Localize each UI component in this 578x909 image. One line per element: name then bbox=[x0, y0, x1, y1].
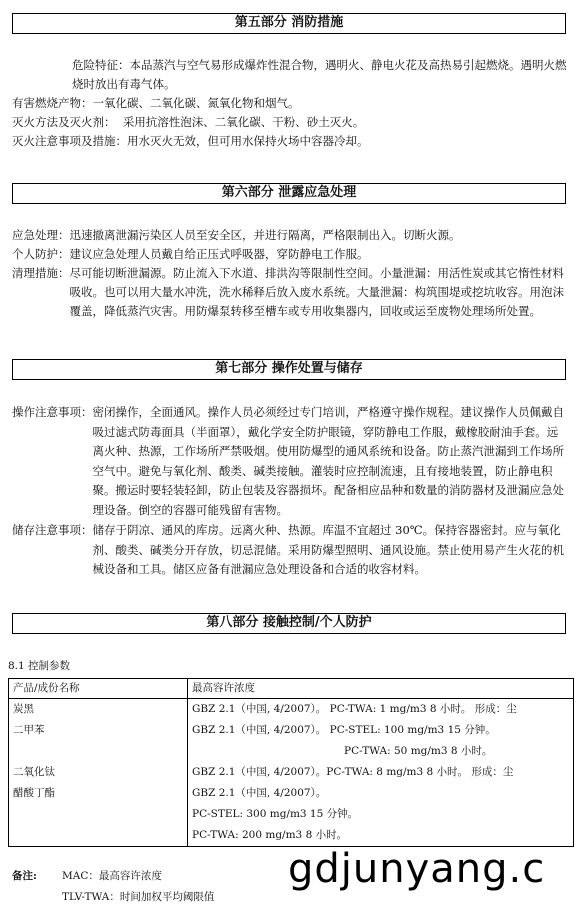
row-limit: GBZ 2.1（中国, 4/2007）。 PC-TWA: 1 mg/m3 8 小时。 形成：尘 bbox=[192, 703, 517, 715]
personal-label: 个人防护： bbox=[12, 247, 70, 261]
row-name: 炭黑 bbox=[9, 699, 188, 721]
section6-body bbox=[12, 226, 568, 321]
emergency-line bbox=[12, 226, 568, 245]
section8-title: 第八部分 接触控制/个人防护 bbox=[12, 613, 566, 634]
remark-spacer bbox=[12, 887, 62, 908]
emergency-label: 应急处理： bbox=[12, 228, 70, 242]
section5-title: 第五部分 消防措施 bbox=[12, 13, 566, 34]
emergency-text: 迅速撤离泄漏污染区人员至安全区，并进行隔离，严格限制出入。切断火源。 bbox=[69, 228, 461, 242]
operation-line bbox=[12, 403, 568, 520]
control-params-heading: 8.1 控制参数 bbox=[8, 660, 71, 672]
table-header-row bbox=[9, 679, 574, 699]
row-name bbox=[9, 825, 188, 847]
notes-line bbox=[12, 132, 568, 151]
cleanup-label: 清理措施： bbox=[12, 266, 70, 280]
table-row bbox=[9, 762, 574, 783]
notes-label: 灭火注意事项及措施： bbox=[12, 134, 127, 148]
products-line bbox=[12, 94, 568, 113]
section7-body bbox=[12, 403, 568, 580]
row-name bbox=[9, 741, 188, 762]
row-name bbox=[9, 804, 188, 825]
products-label: 有害燃烧产物： bbox=[12, 96, 93, 110]
operation-text: 密闭操作，全面通风。操作人员必须经过专门培训，严格遵守操作规程。建议操作人员佩戴自吸过滤式防毒面具（半面罩），戴化学安全防护眼镜，穿防静电工作服，戴橡胶耐油手套。远离火种、热源，工作场所严禁吸烟。使用防爆型的通风系统和设备。防止蒸汽泄漏到工作场所空气中。避免与氧化剂、酸类、碱类接触。灌装时应控制流速，且有接地装置，防止静电积聚。搬运时要轻装轻卸，防止包装及容器损坏。配备相应品种和数量的消防器材及泄漏应急处理设备。倒空的容器可能残留有害物。 bbox=[92, 405, 564, 517]
col-product-header: 产品/成份名称 bbox=[9, 679, 188, 699]
table-row bbox=[9, 825, 574, 847]
row-limit: GBZ 2.1（中国, 4/2007）。 PC-STEL: 100 mg/m3 15 分钟。 bbox=[192, 724, 496, 736]
row-limit: PC-TWA: 200 mg/m3 8 小时。 bbox=[192, 829, 348, 841]
notes-text: 用水灭火无效，但可用水保持火场中容器冷却。 bbox=[127, 134, 369, 148]
table-row bbox=[9, 699, 574, 721]
table-row bbox=[9, 804, 574, 825]
hazard-text: 本品蒸汽与空气易形成爆炸性混合物，遇明火、静电火花及高热易引起燃烧。遇明火燃烧时放出有毒气体。 bbox=[72, 58, 567, 91]
storage-label: 储存注意事项： bbox=[12, 523, 93, 537]
method-label: 灭火方法及灭火剂： bbox=[12, 115, 116, 129]
row-name: 二氧化钛 bbox=[9, 762, 188, 783]
remark-tlv: TLV-TWA：时间加权平均阈限值 bbox=[62, 891, 215, 903]
remark-label: 备注: bbox=[12, 870, 37, 882]
row-name: 二甲苯 bbox=[9, 720, 188, 741]
storage-text: 储存于阴凉、通风的库房。远离火种、热源。库温不宜超过 30℃。保持容器密封。应与氧化剂、酸类、碱类分开存放，切忌混储。采用防爆型照明、通风设施。禁止使用易产生火花的机械设备和工具。储区应备有泄漏应急处理设备和合适的收容材料。 bbox=[92, 523, 564, 576]
cleanup-line bbox=[12, 264, 568, 321]
section7-title: 第七部分 操作处置与储存 bbox=[12, 359, 566, 380]
cleanup-text: 尽可能切断泄漏源。防止流入下水道、排洪沟等限制性空间。小量泄漏：用活性炭或其它惰性材料吸收。也可以用大量水冲洗，洗水稀释后放入废水系统。大量泄漏：构筑围堤或挖坑收容。用泡沫覆盖，降低蒸汽灾害。用防爆泵转移至槽车或专用收集器内，回收或运至废物处理场所处置。 bbox=[69, 266, 564, 318]
row-limit: GBZ 2.1（中国, 4/2007）。 bbox=[192, 787, 327, 799]
row-limit: PC-STEL: 300 mg/m3 15 分钟。 bbox=[192, 808, 359, 820]
personal-text: 建议应急处理人员戴自给正压式呼吸器，穿防静电工作服。 bbox=[69, 247, 369, 261]
site-watermark: gdjunyang.c bbox=[288, 846, 546, 892]
hazard-label: 危险特征： bbox=[72, 58, 130, 72]
row-limit: PC-TWA: 50 mg/m3 8 小时。 bbox=[344, 745, 493, 757]
row-limit: GBZ 2.1（中国, 4/2007）。PC-TWA: 8 mg/m3 8 小时。 形成：尘 bbox=[192, 766, 514, 778]
method-line bbox=[12, 113, 568, 132]
personal-line bbox=[12, 245, 568, 264]
storage-line bbox=[12, 521, 568, 580]
section6-title: 第六部分 泄露应急处理 bbox=[12, 183, 566, 204]
table-row bbox=[9, 783, 574, 804]
remark-mac: MAC：最高容许浓度 bbox=[62, 870, 162, 882]
control-params-table bbox=[8, 678, 574, 847]
table-row bbox=[9, 741, 574, 762]
row-name: 醋酸丁酯 bbox=[9, 783, 188, 804]
products-text: 一氧化碳、二氧化碳、氮氧化物和烟气。 bbox=[92, 96, 300, 110]
col-limit-header: 最高容许浓度 bbox=[188, 679, 574, 699]
section5-body bbox=[12, 56, 568, 151]
hazard-paragraph bbox=[12, 56, 568, 94]
operation-label: 操作注意事项： bbox=[12, 405, 93, 419]
table-row bbox=[9, 720, 574, 741]
method-text: 采用抗溶性泡沫、二氧化碳、干粉、砂土灭火。 bbox=[122, 115, 365, 129]
